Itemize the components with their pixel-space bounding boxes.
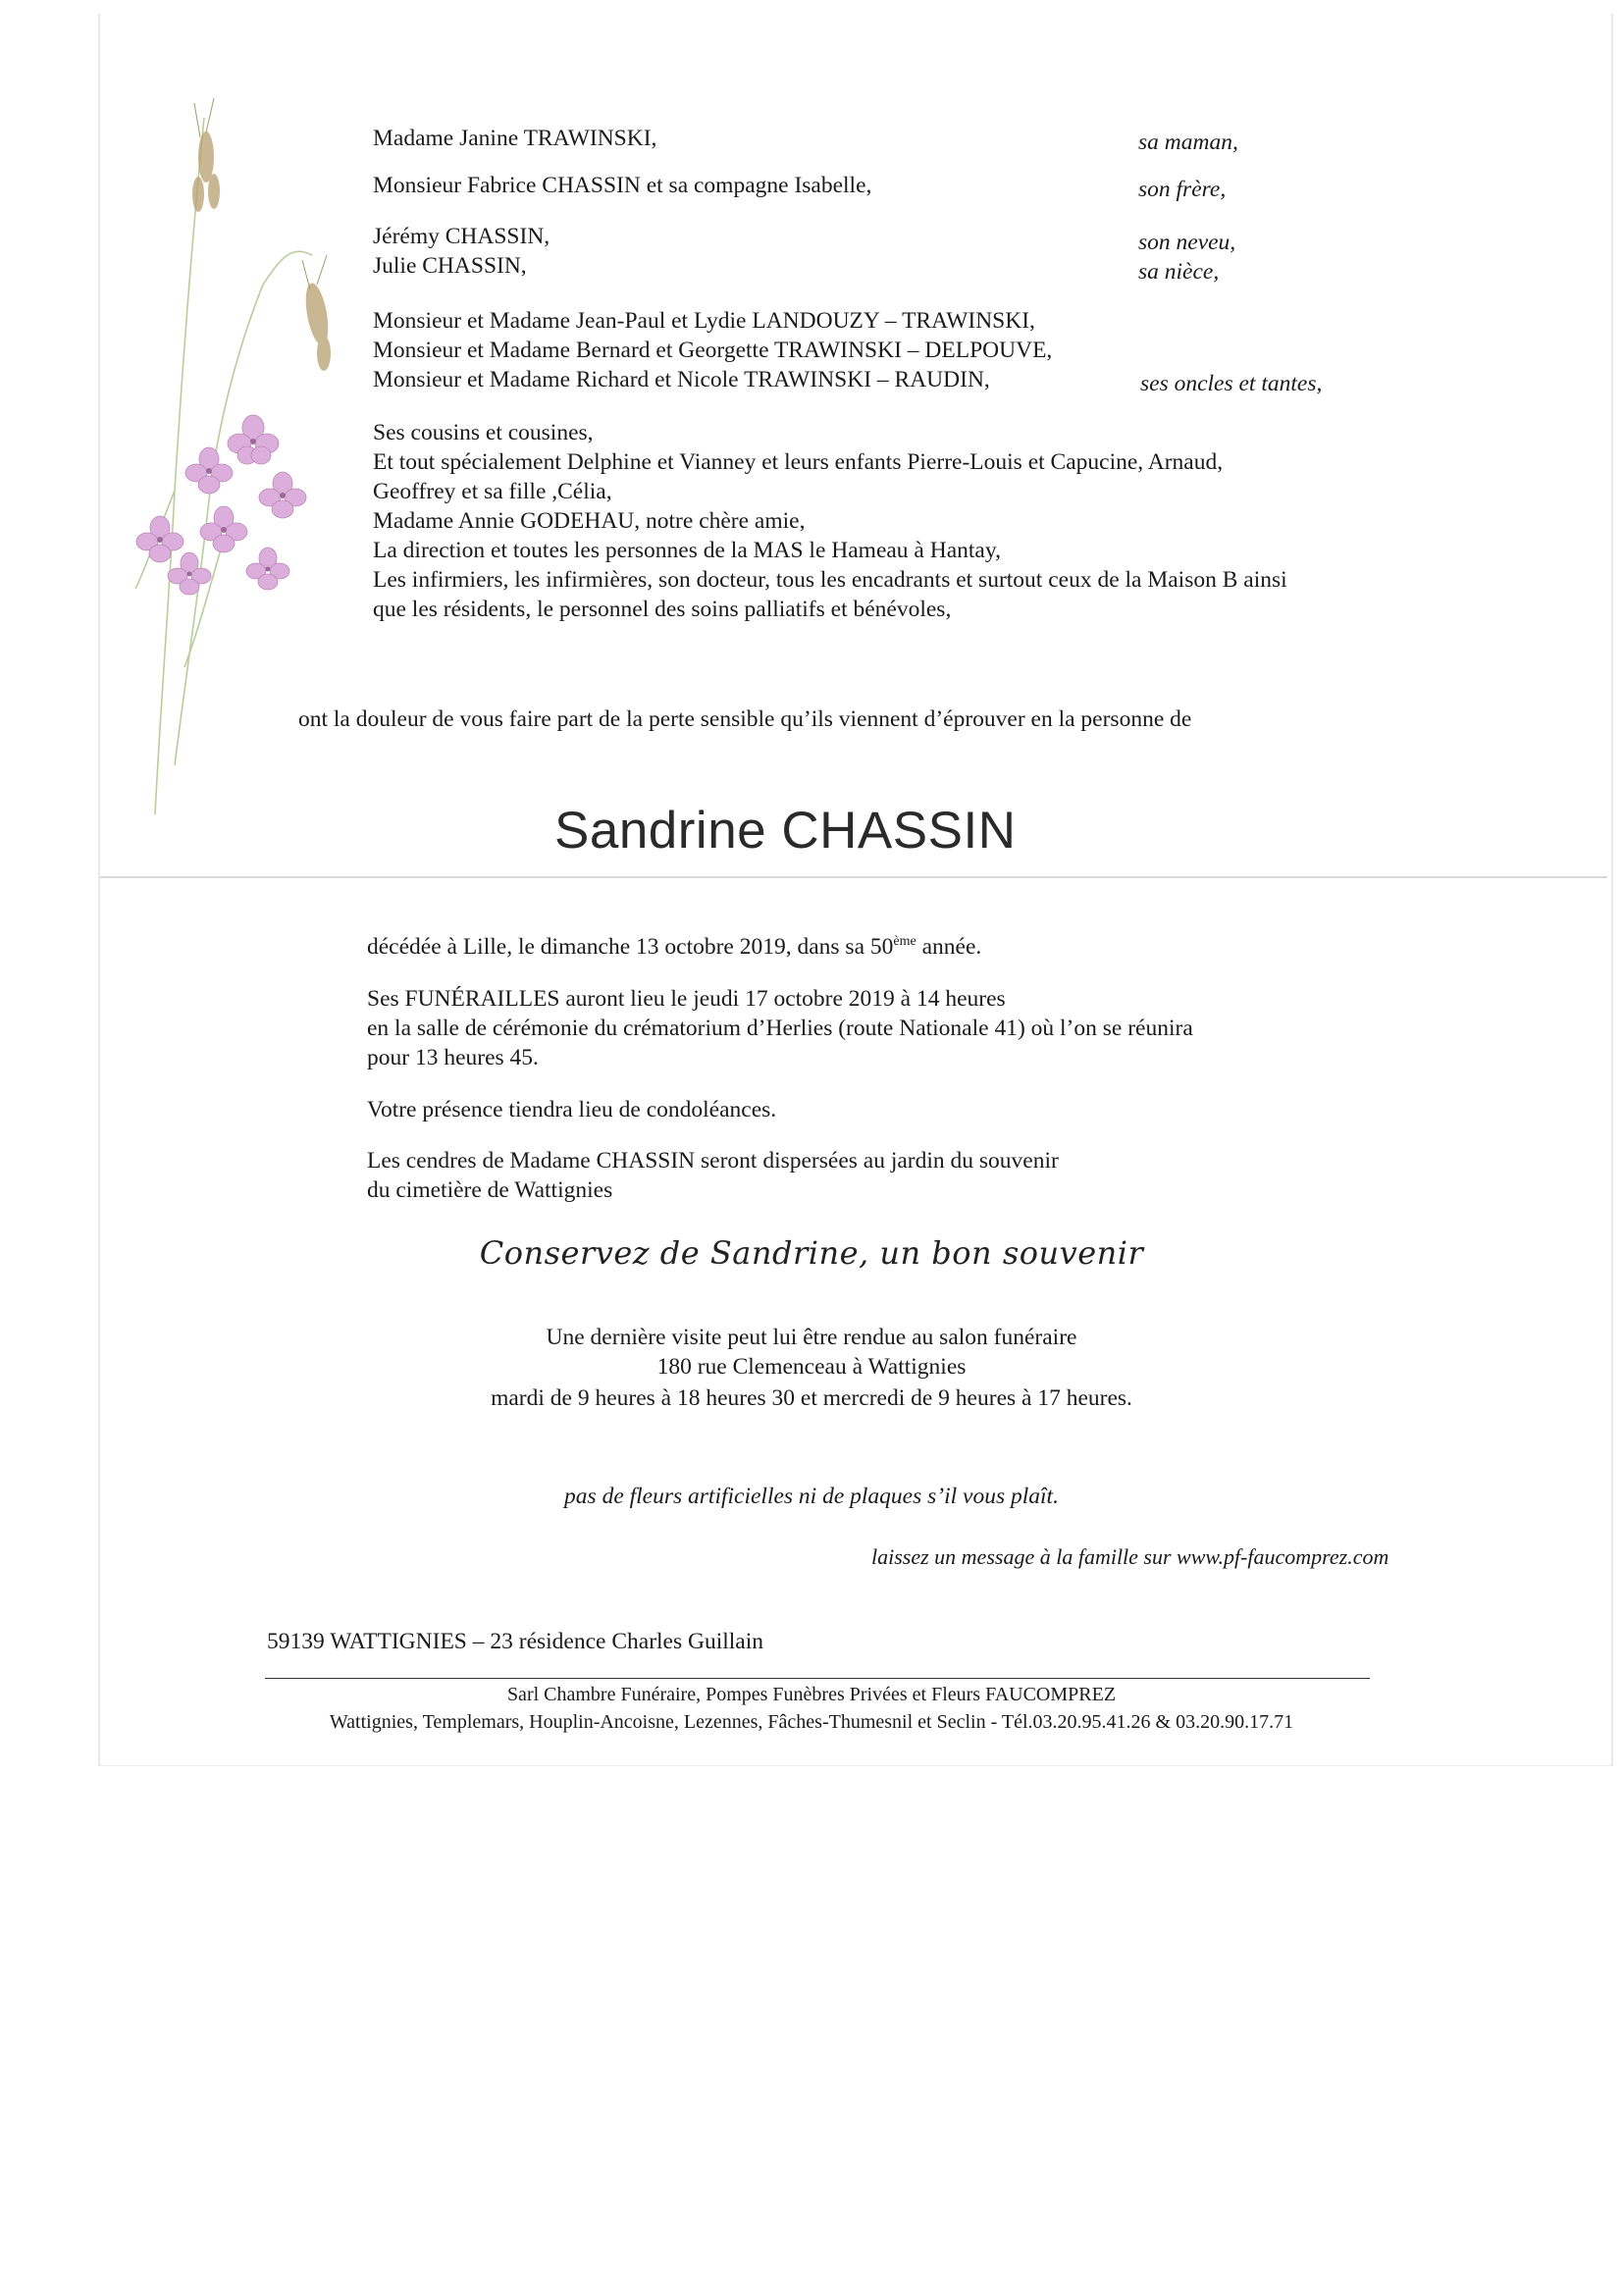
visit-line: 180 rue Clemenceau à Wattignies [656,1354,967,1380]
family-line: Madame Janine TRAWINSKI, [373,126,657,151]
family-relation: sa maman, [1138,130,1238,155]
family-relation: sa nièce, [1138,259,1220,285]
death-line: décédée à Lille, le dimanche 13 octobre 2019, dans sa 50ème année. [367,934,982,960]
family-line: Les infirmiers, les infirmières, son docteur, tous les encadrants et surtout ceux de la Maison B ainsi [373,567,1287,593]
no-flowers-line: pas de fleurs artificielles ni de plaques s’il vous plaît. [564,1484,1059,1509]
family-line: Monsieur Fabrice CHASSIN et sa compagne Isabelle, [373,173,872,198]
family-relation: son neveu, [1138,230,1236,255]
visit-line: Une dernière visite peut lui être rendue au salon funéraire [546,1325,1077,1350]
condolences-line: Votre présence tiendra lieu de condoléances. [367,1097,777,1122]
family-line: Et tout spécialement Delphine et Vianney et leurs enfants Pierre-Louis et Capucine, Arnaud, [373,449,1224,475]
funeral-line: pour 13 heures 45. [367,1045,539,1070]
deceased-name: Sandrine CHASSIN [554,802,1017,860]
ashes-line: Les cendres de Madame CHASSIN seront dispersées au jardin du souvenir [367,1148,1059,1174]
family-line: Monsieur et Madame Bernard et Georgette TRAWINSKI – DELPOUVE, [373,338,1053,363]
family-line: Monsieur et Madame Richard et Nicole TRAWINSKI – RAUDIN, [373,367,990,392]
funeral-line: Ses FUNÉRAILLES auront lieu le jeudi 17 octobre 2019 à 14 heures [367,986,1006,1012]
funeral-line: en la salle de cérémonie du crématorium d’Herlies (route Nationale 41) où l’on se réunira [367,1016,1193,1041]
footer-company: Sarl Chambre Funéraire, Pompes Funèbres Privées et Fleurs FAUCOMPREZ [506,1684,1117,1705]
ashes-line: du cimetière de Wattignies [367,1177,613,1203]
family-line: Ses cousins et cousines, [373,420,594,445]
announcement: ont la douleur de vous faire part de la perte sensible qu’ils viennent d’éprouver en la personne de [298,706,1192,732]
fold-line [100,876,1607,878]
footer-rule [265,1678,1370,1679]
footer-contact: Wattignies, Templemars, Houplin-Ancoisne, Lezennes, Fâches-Thumesnil et Seclin - Tél.03.20.95.41.26 & 03.20.90.17.71 [329,1711,1294,1733]
family-line: Julie CHASSIN, [373,253,527,279]
family-line: Geoffrey et sa fille ,Célia, [373,479,612,504]
family-relation: ses oncles et tantes, [1140,371,1323,396]
message-link[interactable]: laissez un message à la famille sur www.pf-faucomprez.com [871,1544,1389,1569]
family-line: Monsieur et Madame Jean-Paul et Lydie LANDOUZY – TRAWINSKI, [373,308,1035,334]
address-line: 59139 WATTIGNIES – 23 résidence Charles Guillain [267,1629,764,1654]
family-line: La direction et toutes les personnes de la MAS le Hameau à Hantay, [373,538,1001,563]
family-line: que les résidents, le personnel des soins palliatifs et bénévoles, [373,597,952,622]
family-relation: son frère, [1138,177,1227,202]
family-line: Jérémy CHASSIN, [373,224,550,249]
visit-line: mardi de 9 heures à 18 heures 30 et mercredi de 9 heures à 17 heures. [491,1385,1132,1411]
memory-line: Conservez de Sandrine, un bon souvenir [479,1234,1144,1272]
family-line: Madame Annie GODEHAU, notre chère amie, [373,508,806,534]
